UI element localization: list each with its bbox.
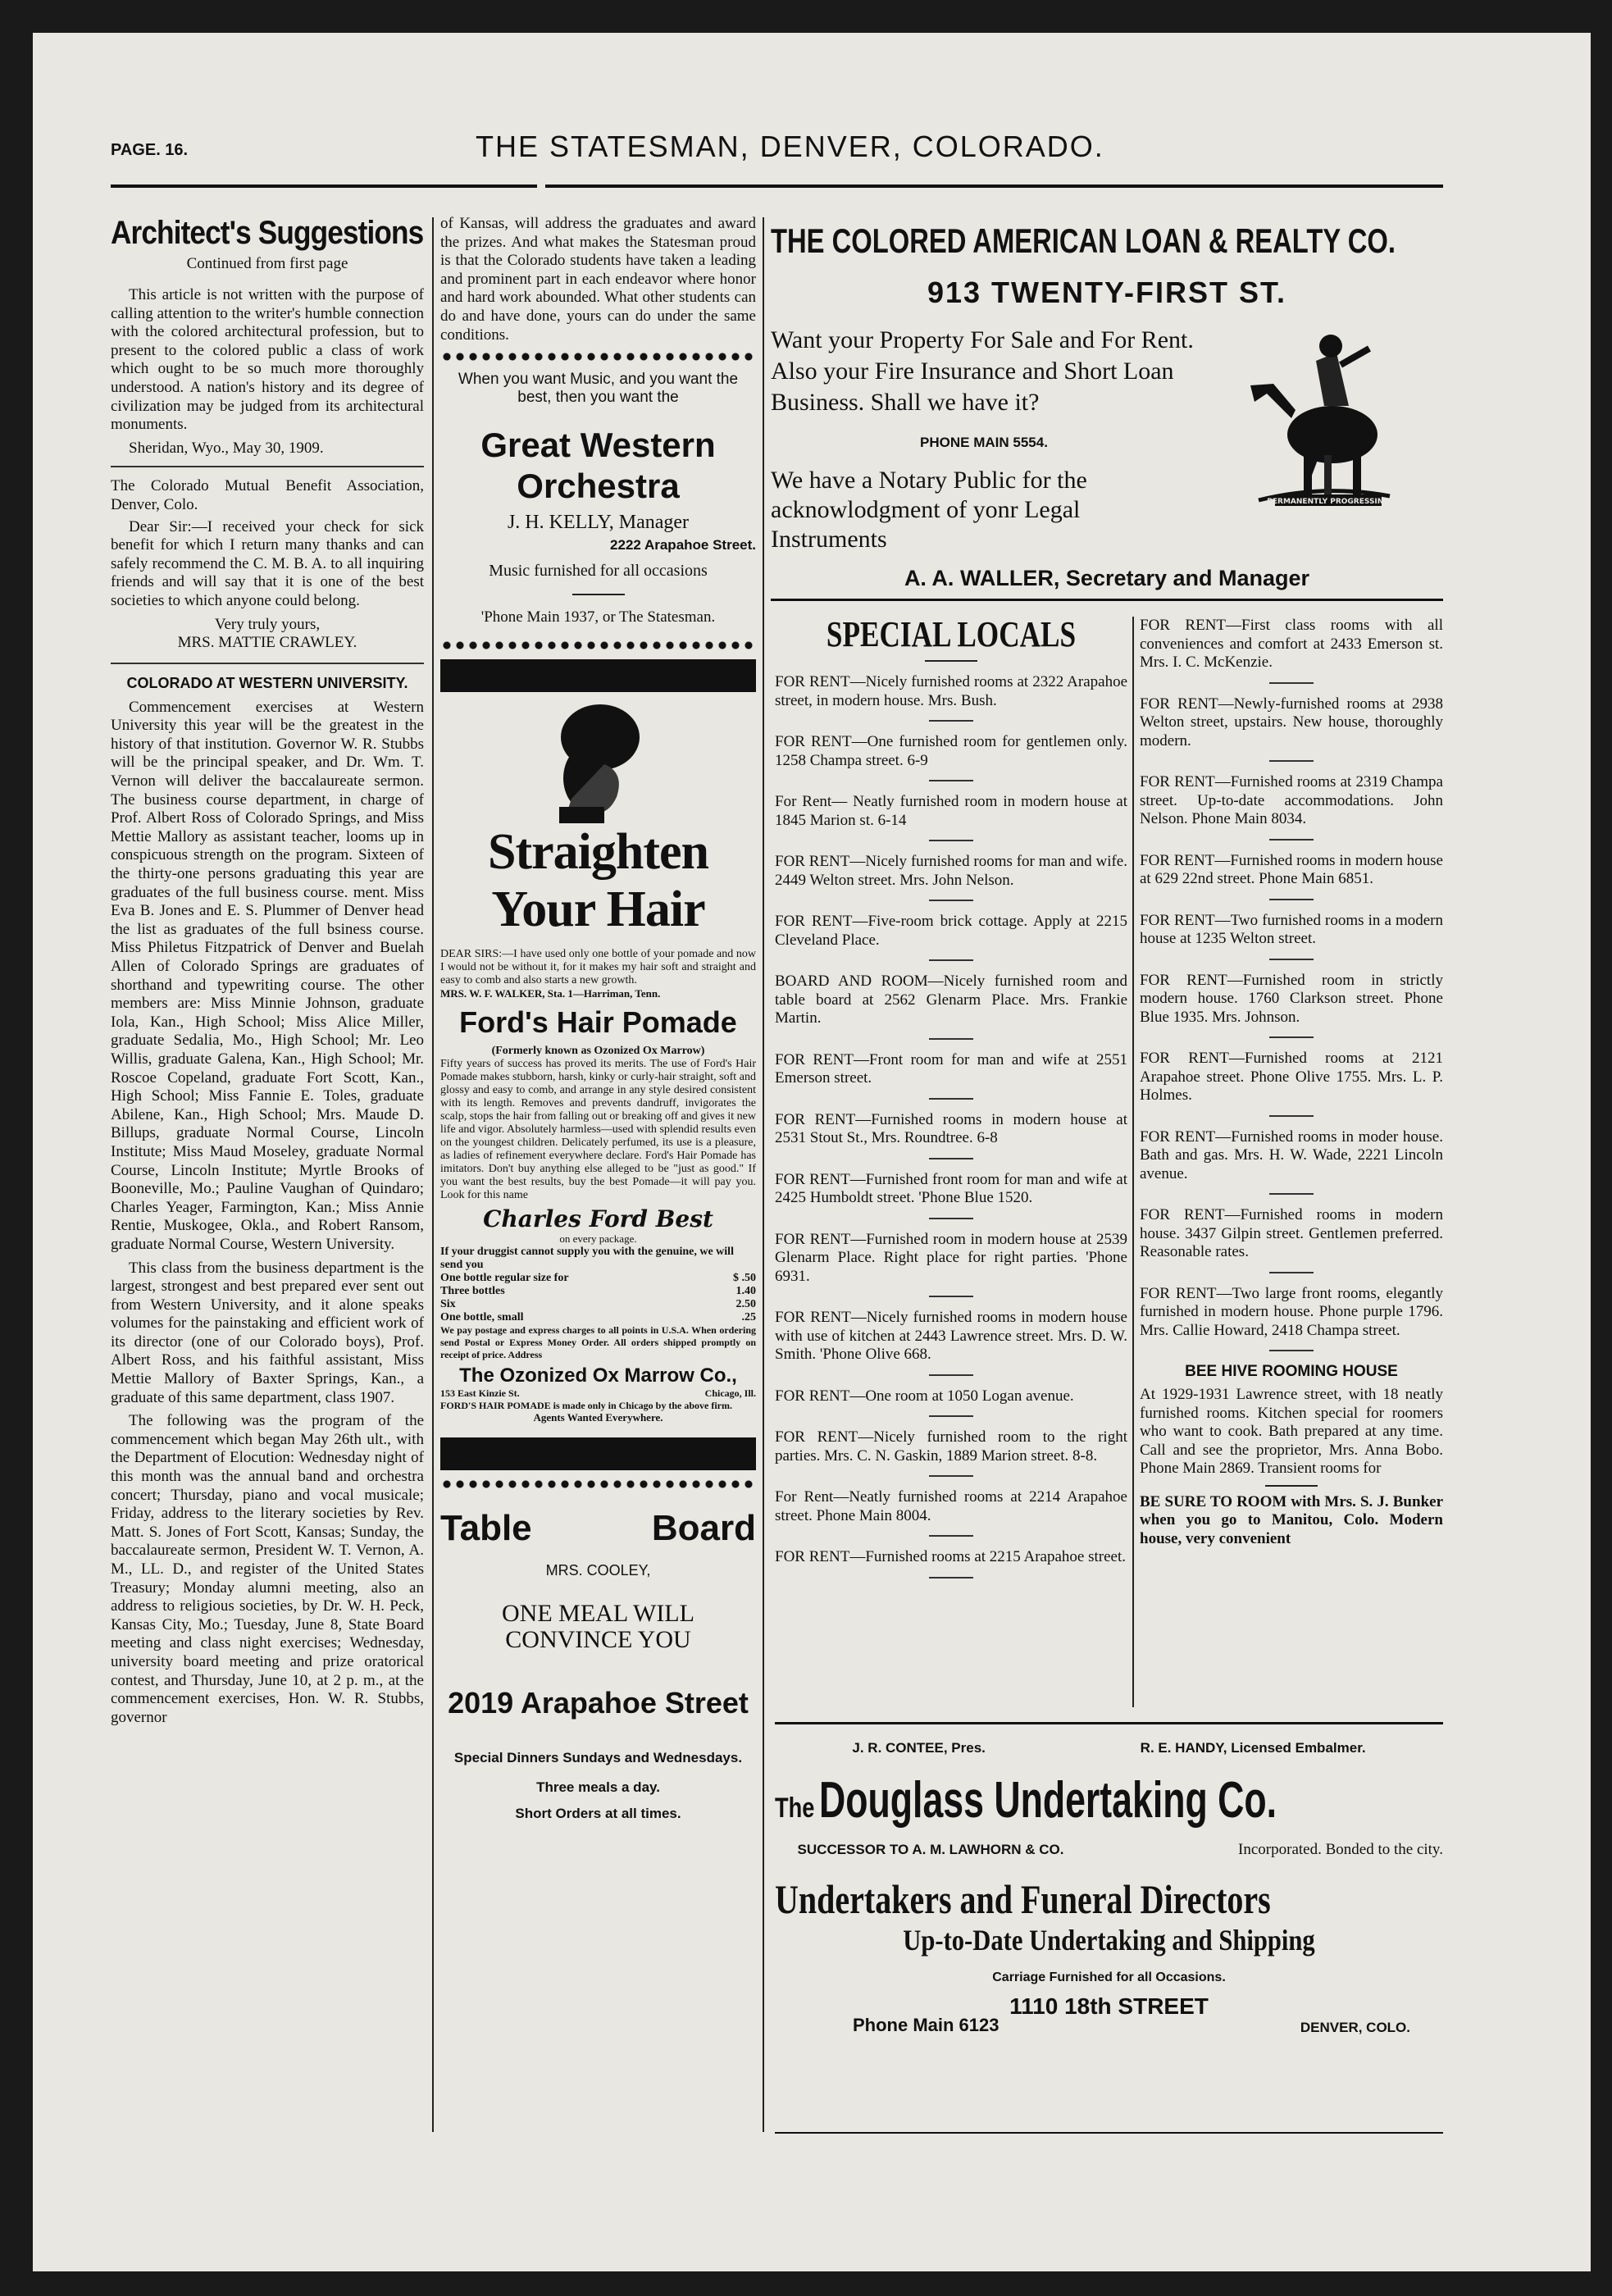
architect-dateline: Sheridan, Wyo., May 30, 1909.	[129, 439, 324, 457]
price-row	[440, 1298, 756, 1311]
classified-ad: FOR RENT—Nicely furnished rooms at 2322 Arapahoe street, in modern house. Mrs. Bush.	[775, 673, 1127, 722]
classified-ad: FOR RENT—Furnished rooms in moder house. Bath and gas. Mrs. H. W. Wade, 2221 Lincoln avenue.	[1140, 1128, 1443, 1196]
testimonial-signature: MRS. W. F. WALKER, Sta. 1—Harriman, Tenn.	[440, 987, 661, 1000]
pomade-testimonial: DEAR SIRS:—I have used only one bottle of your pomade and now I would not be without it, for it makes my hair soft and straight and easy to comb and also starts a new growth.	[440, 948, 756, 987]
president: J. R. CONTEE, Pres.	[852, 1740, 986, 1756]
rider-on-donkey-logo	[1226, 328, 1423, 517]
classified-ad: FOR RENT—One furnished room for gentlemen only. 1258 Champa street. 6-9	[775, 733, 1127, 781]
architect-article	[111, 286, 424, 458]
undertaking-shipping: Up-to-Date Undertaking and Shipping	[903, 1924, 1315, 1957]
western-heading: COLORADO AT WESTERN UNIVERSITY.	[126, 674, 408, 691]
undertaking-ad	[775, 1732, 1443, 2134]
title-the: The	[775, 1793, 815, 1824]
price-list	[440, 1272, 756, 1324]
newspaper-page	[33, 33, 1591, 2271]
classified-ad: FOR RENT—Furnished rooms in modern house at 629 22nd street. Phone Main 6851.	[1140, 852, 1443, 900]
pomade-formerly: (Formerly known as Ozonized Ox Marrow)	[491, 1045, 705, 1058]
undertaking-officers	[775, 1740, 1443, 1756]
price-row	[440, 1285, 756, 1298]
rule	[1265, 1485, 1318, 1487]
classified-ad: FOR RENT—One room at 1050 Logan avenue.	[775, 1387, 1127, 1418]
western-article	[111, 699, 424, 1728]
classified-ad: FOR RENT—Two furnished rooms in a modern house at 1235 Welton street.	[1140, 912, 1443, 960]
woman-portrait-illustration	[440, 700, 756, 823]
carriage-note: Carriage Furnished for all Occasions.	[992, 1970, 1226, 1984]
price-label: One bottle, small	[440, 1311, 524, 1324]
loan-pitch: Want your Property For Sale and For Rent. Also your Fire Insurance and Short Loan Business. Shall we have it?	[771, 326, 1194, 416]
classified-ad: FOR RENT—Front room for man and wife at 2551 Emerson street.	[775, 1051, 1127, 1100]
header-rule-right	[545, 184, 1443, 188]
column-divider-2	[763, 217, 764, 2132]
loan-rule	[771, 599, 1443, 601]
header-rule-left	[111, 184, 537, 188]
undertaking-city: DENVER, COLO.	[1300, 2020, 1410, 2035]
letter-signature: MRS. MATTIE CRAWLEY.	[177, 634, 357, 652]
letter-body: Dear Sir:—I received your check for sick benefit for which I return many thanks and can safely recommend the C. M. B. A. to all inquiring friends and will say that it is one of the best societies to which anyone could belong.	[111, 517, 424, 609]
architect-paragraph: This article is not written with the purpose of calling attention to the writer's humble connection with the colored architectural profession, but to present to the colored public a class of work which ought to be so much more thoroughly understood. A nation's history and its degree of civilization may be judged from its architectural monuments.	[111, 286, 424, 434]
loan-company-name: THE COLORED AMERICAN LOAN & REALTY CO.	[771, 221, 1396, 260]
western-paragraph: This class from the business department is the largest, strongest and best prepared ever sent out from Western University, and it alone speaks volumes for the painstaking and efficient work of its director (one of our Colorado boys), Prof. Albert Ross, and his faithful assistant, Miss Mettie Mallory of Baxter Springs, Kan., a graduate of this same department, class 1907.	[111, 1259, 424, 1406]
orchestra-address: 2222 Arapahoe Street.	[610, 537, 756, 554]
bee-hive-text: At 1929-1931 Lawrence street, with 18 neatly furnished rooms. Kitchen special for roomers who want to cook. Bath prepared at any time. Call and see the proprietor, Mrs. Anna Bobo. Phone Main 2869. Transient rooms for	[1140, 1386, 1443, 1477]
locals-divider	[1132, 617, 1134, 1707]
orchestra-services: Music furnished for all occasions	[489, 562, 708, 581]
price-value: 2.50	[735, 1298, 756, 1311]
rule	[925, 660, 977, 662]
classified-ad: For Rent—Neatly furnished rooms at 2214 Arapahoe street. Phone Main 8004.	[775, 1488, 1127, 1537]
price-label: One bottle regular size for	[440, 1272, 569, 1285]
company-name: The Ozonized Ox Marrow Co.,	[459, 1364, 737, 1387]
page-number: PAGE. 16.	[111, 141, 189, 159]
druggist-note: If your druggist cannot supply you with the genuine, we will send you	[440, 1246, 734, 1272]
western-paragraph: Commencement exercises at Western University this year will be the greatest in the history of that institution. Governor W. R. Stubbs will be the principal speaker, and Dr. Wm. T. Vernon will deliver the baccalaureate sermon. The business course department, in charge of Prof. Albert Ross of Colorado Springs, and Miss Mettie Mallory as assistant teacher, looms up in conspicuous strength on the program. Sixteen of the thirty-one persons graduating this year are graduates of the full business course. ment. Miss Eva B. Jones and E. S. Plummer of Denver head the list as graduates of the full bsiness course. Miss Philetus Fitzpatrick of Denver and Buelah Allen of Colorado Springs are graduates of shorthand and typewriting course. The other members are: Miss Minnie Johnson, graduate Iola, Kan., High School; Miss Alice Miller, graduate Sedalia, Mo., High School; Mr. Leo Willis, graduate Galena, Kan., High School; Mr. Roscoe Copeland, graduate Fort Scott, Kan., High School; Miss Fannie E. Toles, graduate Abilene, Kan., High School; Mrs. Maude D. Billups, graduate Normal Course, Lincoln Institute; Miss Maud Moseley, graduate Normal Course, Lincoln Institute; Myrtle Brooks of Booneville, Mo.; Pauline Vaughan of Quindaro; Charles Yeager, Farmington, Kan.; Miss Annie Rentie, Muskogee, Okla., and Robert Ransom, graduate Normal Course, Western University.	[111, 698, 424, 1253]
table-board-title	[440, 1508, 756, 1549]
classified-ad: FOR RENT—Newly-furnished rooms at 2938 Welton street, upstairs. New house, thoroughly modern.	[1140, 695, 1443, 763]
classified-ad: FOR RENT—Five-room brick cottage. Apply at 2215 Cleveland Place.	[775, 913, 1127, 961]
company-note: FORD'S HAIR POMADE is made only in Chicago by the above firm.	[440, 1400, 733, 1412]
classified-ad: FOR RENT—Two large front rooms, elegantly furnished in modern house. Phone purple 1796. Mrs. Callie Howard, 2418 Champa street.	[1140, 1285, 1443, 1352]
undertaking-phone: Phone Main 6123	[853, 2015, 1000, 2035]
pomade-description: Fifty years of success has proved its merits. The use of Ford's Hair Pomade makes stubborn, harsh, kinky or curly-hair straight, soft and glossy and easy to comb, and arrange in any style desired consistent with its length. Removes and prevents dandruff, invigorates the scalp, stops the hair from falling out or breaking off and gives it new life and vigor. Absolutely harmless—used with splendid results even on the youngest children. Delicately perfumed, its use is a pleasure, as ladies of refinement everywhere declare. Ford's Hair Pomade has imitators. Don't buy anything else alleged to be "just as good." If you want the best results, buy the best Pomade—it will pay you. Look for this name	[440, 1058, 756, 1202]
pomade-name: Ford's Hair Pomade	[459, 1005, 737, 1040]
signature-note: on every package.	[559, 1232, 637, 1246]
ornament-border	[440, 640, 756, 651]
music-intro: When you want Music, and you want the best, then you want the	[458, 371, 739, 407]
company-city: Chicago, Ill.	[704, 1387, 756, 1400]
page-header	[111, 130, 1464, 179]
orchestra-manager: J. H. KELLY, Manager	[507, 512, 690, 534]
undertaking-title	[775, 1771, 1443, 1829]
loan-notary: We have a Notary Public for the acknowlodgment of yonr Legal Instruments	[771, 467, 1087, 553]
loan-phone: PHONE MAIN 5554.	[920, 435, 1048, 450]
board-orders: Short Orders at all times.	[515, 1806, 681, 1822]
classified-ad: FOR RENT—Furnished rooms at 2121 Arapahoe street. Phone Olive 1755. Mrs. L. P. Holmes.	[1140, 1050, 1443, 1117]
board-slogan: ONE MEAL WILL CONVINCE YOU	[502, 1600, 694, 1654]
article-separator	[111, 466, 424, 467]
price-value: 1.40	[735, 1285, 756, 1298]
benefit-letter	[111, 477, 424, 652]
undertaking-rule	[775, 1722, 1443, 1724]
classified-ad: For Rent— Neatly furnished room in modern house at 1845 Marion st. 6-14	[775, 793, 1127, 841]
classified-ad: FOR RENT—Furnished room in modern house at 2539 Glenarm Place. Right place for right parties. 'Phone 6931.	[775, 1231, 1127, 1298]
company-street: 153 East Kinzie St.	[440, 1387, 520, 1400]
logo-caption: PERMANENTLY PROGRESSING	[1267, 498, 1390, 506]
locals-list-right	[1140, 617, 1443, 1351]
black-bar	[440, 1437, 756, 1470]
column-divider-1	[432, 217, 434, 2132]
letter-address: The Colorado Mutual Benefit Association, Denver, Colo.	[111, 477, 424, 513]
classified-ad: FOR RENT—Furnished front room for man and wife at 2425 Humboldt street. 'Phone Blue 1520.	[775, 1171, 1127, 1219]
price-label: Three bottles	[440, 1285, 505, 1298]
agents-wanted: Agents Wanted Everywhere.	[533, 1411, 663, 1424]
architect-headline: Architect's Suggestions	[111, 215, 424, 251]
western-continued	[440, 215, 756, 344]
western-paragraph: The following was the program of the commencement which began May 26th ult., with the Department of Elocution: Wednesday night of this month was the annual band and orchestra concert; Thursday, piano and vocal musicale; Friday, address to the literary societies by Rev. Matt. S. Jones of Fort Scott, Kansas; Sunday, the baccalaureate sermon, President W. T. Vernon, A. M., LL. D., and register of the United States Treasury; Monday alumni meeting, also an address to religious societies, by Dr. W. H. Peck, Kansas City, Mo.; Tuesday, June 8, State Board meeting and class night exercises; Wednesday, university board meeting and prize oratorical contest, and Thursday, June 10, at 2 p. m., at the commencement exercises, Hon. W. R. Stubbs, governor	[111, 1412, 424, 1726]
funeral-directors: Undertakers and Funeral Directors	[775, 1876, 1271, 1922]
price-label: Six	[440, 1298, 456, 1311]
classified-ad: FOR RENT—First class rooms with all conveniences and comfort at 2433 Emerson st. Mrs. I. C. McKenzie.	[1140, 617, 1443, 684]
price-row	[440, 1272, 756, 1285]
article-separator	[111, 663, 424, 664]
orchestra-phone: 'Phone Main 1937, or The Statesman.	[480, 608, 716, 626]
ford-signature: Charles Ford Best	[483, 1205, 713, 1233]
price-value: $ .50	[733, 1272, 756, 1285]
undertaking-company: Douglass Undertaking Co.	[819, 1772, 1277, 1829]
undertaking-subline	[775, 1841, 1443, 1859]
classified-ad: FOR RENT—Furnished rooms at 2319 Champa street. Up-to-date accommodations. John Nelson. Phone Main 8034.	[1140, 773, 1443, 840]
postage-note: We pay postage and express charges to all points in U.S.A. When ordering send Postal or Express Money Order. All orders shipped promptly on receipt of price. Address	[440, 1324, 756, 1361]
black-bar	[440, 659, 756, 692]
table-board-text: Table Board	[440, 1508, 756, 1549]
loan-realty-ad	[771, 221, 1443, 607]
classified-ad: FOR RENT—Nicely furnished rooms for man and wife. 2449 Welton street. Mrs. John Nelson.	[775, 853, 1127, 901]
company-address	[440, 1387, 756, 1400]
classified-ad: FOR RENT—Nicely furnished rooms in modern house with use of kitchen at 2443 Lawrence street. Mrs. D. W. Smith. 'Phone Olive 668.	[775, 1309, 1127, 1376]
locals-list-left	[775, 673, 1127, 1578]
orchestra-name: Great Western Orchestra	[480, 426, 716, 506]
masthead-title: THE STATESMAN, DENVER, COLORADO.	[476, 130, 1104, 163]
incorporated: Incorporated. Bonded to the city.	[1238, 1841, 1443, 1858]
board-address: 2019 Arapahoe Street	[448, 1686, 749, 1720]
board-dinners: Special Dinners Sundays and Wednesdays. Three meals a day.	[453, 1750, 743, 1796]
special-locals-left	[775, 613, 1127, 1712]
successor: SUCCESSOR TO A. M. LAWHORN & CO.	[797, 1842, 1064, 1857]
architect-subtitle: Continued from first page	[186, 255, 348, 272]
special-locals-title: SPECIAL LOCALS	[826, 614, 1077, 654]
continued-paragraph: of Kansas, will address the graduates and award the prizes. And what makes the Statesman proud is that the Colorado students have taken a leading and prominent part in each endeavor where honor and hard work abounded. What other students can do and have done, yours can do under the same conditions.	[440, 215, 756, 344]
loan-address: 913 TWENTY-FIRST ST.	[927, 276, 1287, 309]
letter-closing: Very truly yours,	[214, 615, 321, 633]
ornament-border	[440, 1478, 756, 1490]
loan-secretary: A. A. WALLER, Secretary and Manager	[904, 566, 1310, 590]
classified-ad: FOR RENT—Furnished rooms at 2215 Arapahoe street.	[775, 1548, 1127, 1578]
hair-headline: Straighten Your Hair	[488, 824, 708, 938]
bee-hive-title: BEE HIVE ROOMING HOUSE	[1185, 1363, 1398, 1380]
undertaking-street: 1110 18th STREET	[1009, 1993, 1209, 2019]
rule	[572, 594, 625, 595]
price-value: .25	[741, 1311, 756, 1324]
classified-ad: BOARD AND ROOM—Nicely furnished room and table board at 2562 Glenarm Place. Mrs. Frankie Martin.	[775, 973, 1127, 1040]
column-2	[440, 215, 756, 2138]
classified-ad: FOR RENT—Nicely furnished room to the right parties. Mrs. C. N. Gaskin, 1889 Marion street. 8-8.	[775, 1428, 1127, 1477]
special-locals-right	[1140, 617, 1443, 1707]
be-sure-ad: BE SURE TO ROOM with Mrs. S. J. Bunker when you go to Manitou, Colo. Modern house, very convenient	[1140, 1492, 1443, 1547]
ornament-border	[440, 351, 756, 362]
board-proprietor: MRS. COOLEY,	[545, 1562, 651, 1579]
column-1	[111, 215, 424, 2138]
classified-ad: FOR RENT—Furnished room in strictly modern house. 1760 Clarkson street. Phone Blue 1935. Mrs. Johnson.	[1140, 972, 1443, 1039]
price-row	[440, 1311, 756, 1324]
classified-ad: FOR RENT—Furnished rooms in modern house. 3437 Gilpin street. Gentlemen preferred. Reasonable rates.	[1140, 1206, 1443, 1273]
embalmer: R. E. HANDY, Licensed Embalmer.	[1140, 1740, 1366, 1756]
bottom-rule	[775, 2132, 1443, 2134]
classified-ad: FOR RENT—Furnished rooms in modern house at 2531 Stout St., Mrs. Roundtree. 6-8	[775, 1111, 1127, 1159]
